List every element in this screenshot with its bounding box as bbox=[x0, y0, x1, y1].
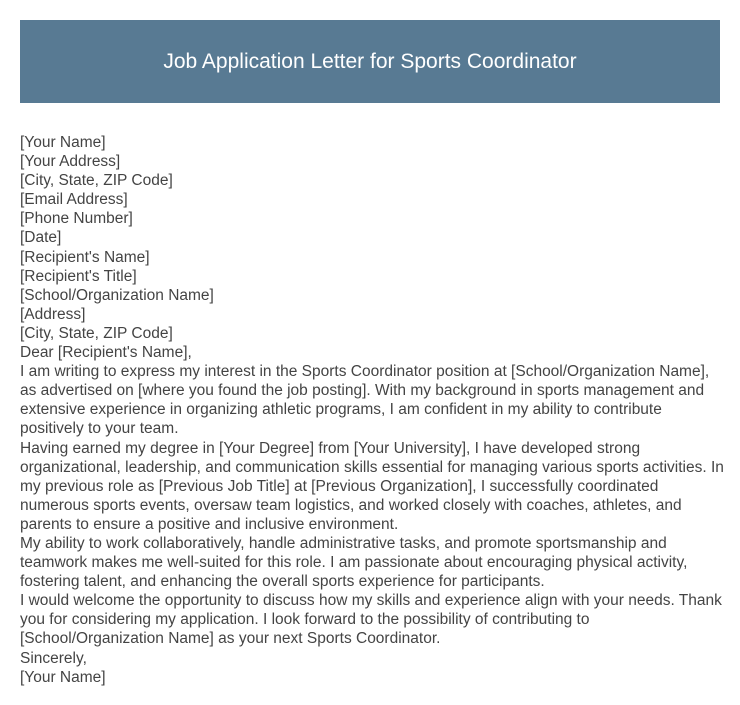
paragraph-skills: My ability to work collaboratively, handle administrative tasks, and promote sportsmanship and teamwork makes me well-suited for this role. I am passionate about encouraging physical activity, fostering talent, and enhancing the overall sports experience for participants. bbox=[20, 534, 688, 591]
letter-body bbox=[20, 133, 725, 687]
recipient-name: [Recipient's Name] bbox=[20, 248, 150, 266]
recipient-organization: [School/Organization Name] bbox=[20, 286, 214, 304]
page-title: Job Application Letter for Sports Coordinator bbox=[163, 49, 577, 73]
recipient-address: [Address] bbox=[20, 305, 86, 323]
sender-name: [Your Name] bbox=[20, 134, 106, 151]
sender-address: [Your Address] bbox=[20, 153, 121, 171]
sender-city-state-zip: [City, State, ZIP Code] bbox=[20, 172, 173, 190]
salutation: Dear [Recipient's Name], bbox=[20, 344, 192, 362]
recipient-city-state-zip: [City, State, ZIP Code] bbox=[20, 324, 173, 342]
paragraph-background: Having earned my degree in [Your Degree] from [Your University], I have developed strong organizational, leadership, and communication skills essential for managing various sports activities. In my previous role as [Previous Job Title] at [Previous Organization], I successfully coordinated numerous sports events, oversaw team logistics, and worked closely with coaches, athletes, and parents to ensure a positive and inclusive environment. bbox=[20, 439, 724, 533]
letter-date: [Date] bbox=[20, 229, 62, 247]
closing: Sincerely, bbox=[20, 649, 87, 667]
sender-email: [Email Address] bbox=[20, 191, 128, 209]
signature: [Your Name] bbox=[20, 668, 106, 686]
recipient-title: [Recipient's Title] bbox=[20, 267, 137, 285]
paragraph-closing: I would welcome the opportunity to discuss how my skills and experience align with your needs. Thank you for considering my application. I look forward to the possibility of contributing to [School/Organization Name] as your next Sports Coordinator. bbox=[20, 592, 722, 648]
sender-phone: [Phone Number] bbox=[20, 210, 133, 228]
paragraph-intro: I am writing to express my interest in the Sports Coordinator position at [School/Organization Name], as advertised on [where you found the job posting]. With my background in sports management and extensive experience in organizing athletic programs, I am confident in my ability to contribute positively to your team. bbox=[20, 363, 710, 438]
title-banner bbox=[20, 20, 720, 103]
